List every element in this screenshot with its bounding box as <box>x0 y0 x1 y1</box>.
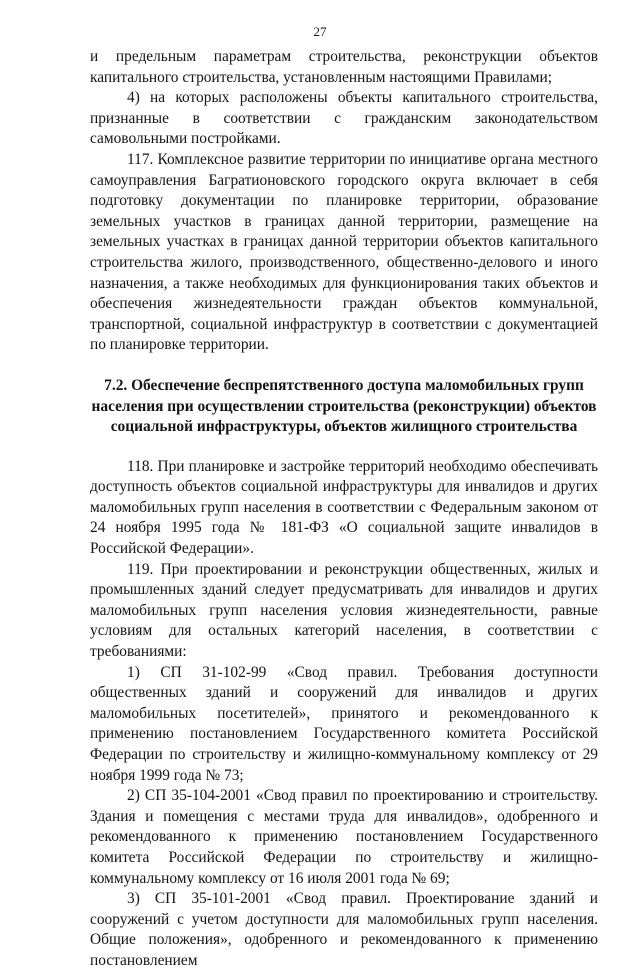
paragraph-119: 119. При проектировании и реконструкции общественных, жилых и промышленных зданий следует предусматривать для инвалидов и других маломобильных групп населения условия жизнедеятельности, равные условиям для остальных категорий населения, в соответствии с требованиями: <box>90 560 598 661</box>
list-item-1: 1) СП 31-102-99 «Свод правил. Требования доступности общественных зданий и сооружений для инвалидов и других маломобильных посетителей», принятого и рекомендованного к применению постановлением Государственного комитета Российской Федерации по строительству и жилищно-коммунальному комплексу от 29 ноября 1999 года № 73; <box>90 663 598 784</box>
section-heading: 7.2. Обеспечение беспрепятственного доступа маломобильных групп населения при осуществлении строительства (реконструкции) объектов социальной инфраструктуры, объектов жилищного строительства <box>91 376 597 436</box>
list-item-3: 3) СП 35-101-2001 «Свод правил. Проектирование зданий и сооружений с учетом доступности для маломобильных групп населения. Общие положения», одобренного и рекомендованного к применению постановлением <box>90 890 598 969</box>
paragraph-continuation: и предельным параметрам строительства, реконструкции объектов капитального строительства, установленным настоящими Правилами; <box>90 48 598 86</box>
paragraph-118: 118. При планировке и застройке территорий необходимо обеспечивать доступность объектов социальной инфраструктуры для инвалидов и других маломобильных групп населения в соответствии с Федеральным законом от 24 ноября 1995 года № 181-ФЗ «О социальной защите инвалидов в Российской Федерации». <box>90 457 598 558</box>
paragraph-117: 117. Комплексное развитие территории по инициативе органа местного самоуправления Багратионовского городского округа включает в себя подготовку документации по планировке территории, образование земельных участков в границах данной территории, размещение на земельных участках в границах данной территории объектов капитального строительства жилого, производственного, общественно-делового и иного назначения, а также необходимых для функционирования таких объектов и обеспечения жизнедеятельности граждан объектов коммунальной, транспортной, социальной инфраструктур в соответствии с документацией по планировке территории. <box>90 150 598 354</box>
document-body <box>90 47 598 972</box>
list-item-4: 4) на которых расположены объекты капитального строительства, признанные в соответствии с гражданским законодательством самовольными постройками. <box>90 89 598 148</box>
page-number: 27 <box>313 24 327 39</box>
list-item-2: 2) СП 35-104-2001 «Свод правил по проектированию и строительству. Здания и помещения с местами труда для инвалидов», одобренного и рекомендованного к применению постановлением Государственного комитета Российской Федерации по строительству и жилищно-коммунальному комплексу от 16 июля 2001 года № 69; <box>90 787 598 887</box>
